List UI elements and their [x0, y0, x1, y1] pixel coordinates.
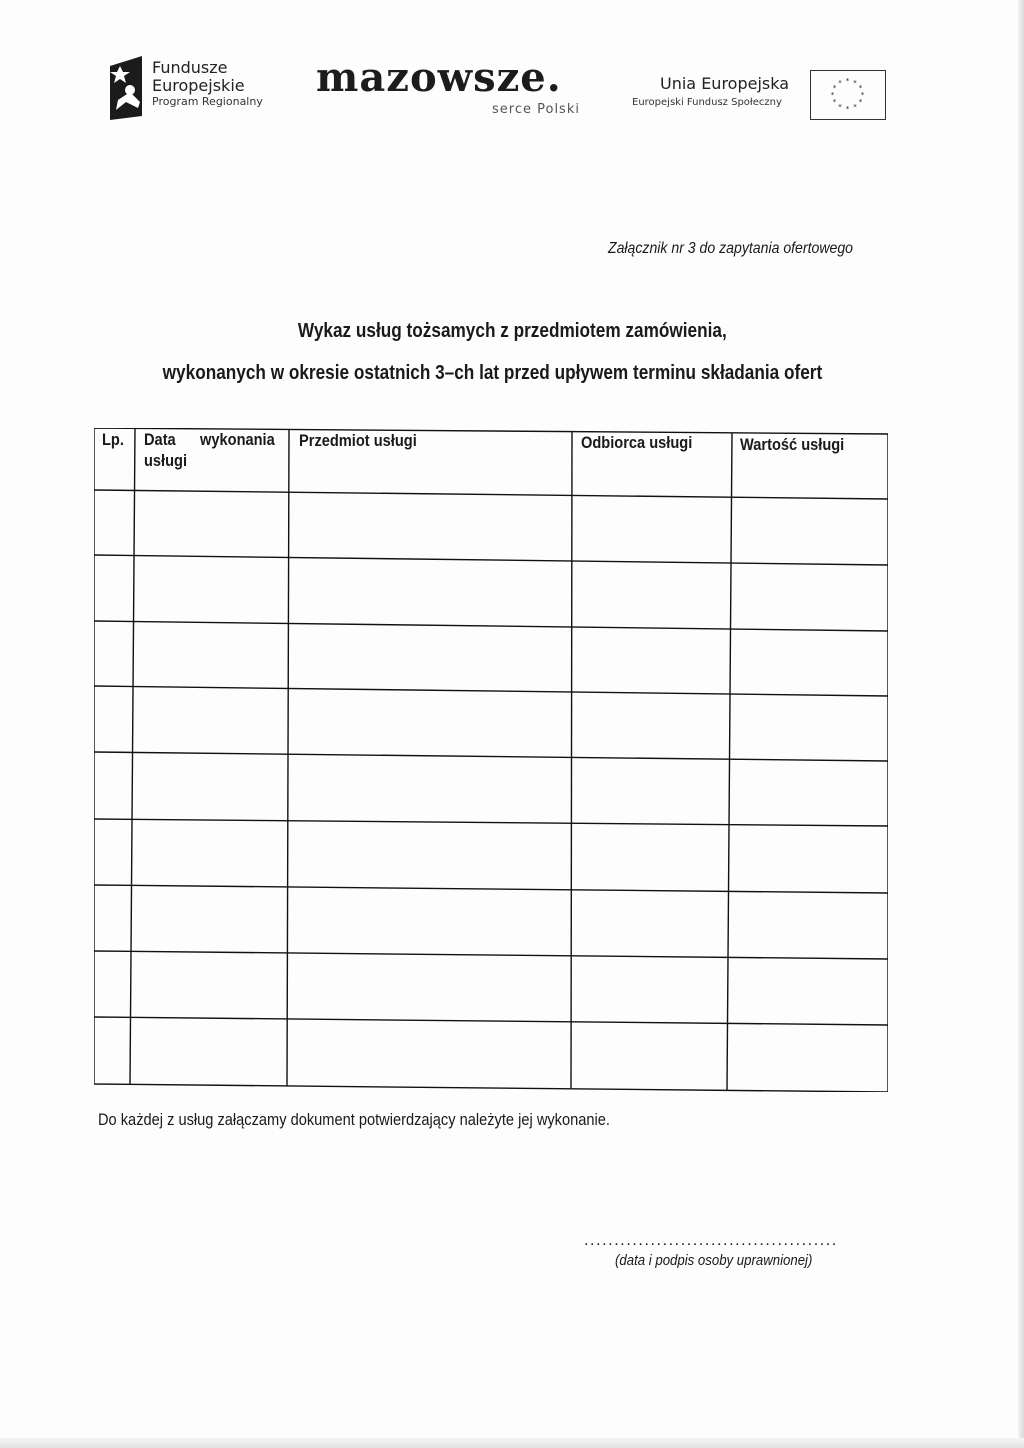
- fundusze-europejskie-logo: [108, 56, 308, 120]
- svg-text:*: *: [845, 105, 850, 113]
- scan-bottom-edge: [0, 1438, 1024, 1448]
- svg-text:*: *: [858, 84, 863, 92]
- fe-emblem-icon: [108, 56, 148, 120]
- ue-line2: Europejski Fundusz Społeczny: [632, 97, 782, 108]
- signature-line: ..........................................: [584, 1232, 838, 1249]
- svg-text:*: *: [838, 79, 842, 87]
- svg-text:*: *: [853, 103, 857, 111]
- signature-caption: (data i podpis osoby uprawnionej): [615, 1252, 813, 1269]
- svg-text:*: *: [832, 84, 837, 92]
- attachment-label: Załącznik nr 3 do zapytania ofertowego: [608, 240, 853, 257]
- fe-line3: Program Regionalny: [152, 95, 263, 108]
- header-recipient: Odbiorca usługi: [581, 433, 693, 452]
- fe-line1: Fundusze: [152, 58, 228, 77]
- header-lp: Lp.: [102, 430, 124, 449]
- svg-text:*: *: [832, 98, 837, 106]
- table-grid: [94, 428, 888, 1092]
- ue-line1: Unia Europejska: [660, 74, 790, 93]
- svg-text:*: *: [845, 77, 850, 85]
- eu-flag-icon: [810, 70, 886, 120]
- svg-text:*: *: [860, 91, 865, 99]
- fe-line2: Europejskie: [152, 76, 245, 95]
- mazowsze-wordmark: mazowsze.: [316, 54, 562, 101]
- svg-text:*: *: [858, 98, 863, 106]
- mazowsze-logo: [316, 54, 586, 120]
- document-title-line2: wykonanych w okresie ostatnich 3–ch lat przed upływem terminu składania ofert: [162, 362, 822, 384]
- svg-text:*: *: [830, 91, 835, 99]
- header-date-word1: Data: [144, 430, 176, 449]
- svg-text:*: *: [853, 79, 857, 87]
- header-subject: Przedmiot usługi: [299, 431, 417, 450]
- supporting-documents-note: Do każdej z usług załączamy dokument potwierdzający należyte jej wykonanie.: [98, 1110, 610, 1129]
- header-date-word3: usługi: [144, 451, 188, 470]
- svg-text:*: *: [838, 103, 842, 111]
- document-title-line1: Wykaz usług tożsamych z przedmiotem zamówienia,: [297, 320, 727, 342]
- header-value: Wartość usługi: [740, 435, 845, 454]
- services-table: [94, 428, 888, 1092]
- unia-europejska-logo: [630, 70, 890, 122]
- header-date-word2: wykonania: [200, 430, 275, 449]
- scan-edge: [1018, 0, 1024, 1448]
- mazowsze-tagline: serce Polski: [492, 102, 580, 117]
